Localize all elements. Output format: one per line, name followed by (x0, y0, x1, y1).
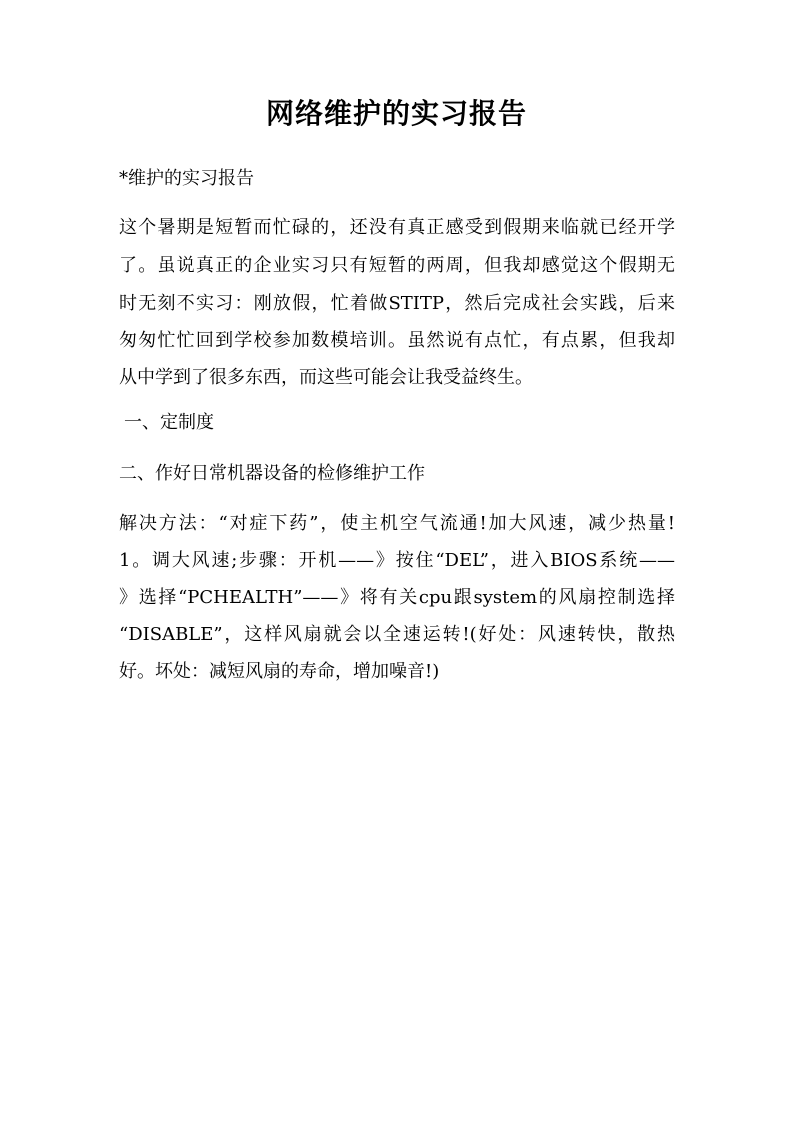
document-title: 网络维护的实习报告 (265, 97, 527, 130)
intro-line-4: 匆匆忙忙回到学校参加数模培训。虽然说有点忙，有点累，但我却 (119, 330, 675, 351)
intro-line-2: 了。虽说真正的企业实习只有短暂的两周，但我却感觉这个假期无 (119, 255, 675, 276)
method-line-2: 1。调大风速;步骤：开机——》按住“DEL”，进入BIOS系统—— (119, 550, 675, 571)
document-subtitle: *维护的实习报告 (119, 168, 254, 189)
method-line-5: 好。坏处：减短风扇的寿命，增加噪音!) (119, 661, 440, 682)
method-line-4: “DISABLE”，这样风扇就会以全速运转!(好处：风速转快，散热 (119, 624, 675, 645)
intro-line-1: 这个暑期是短暂而忙碌的，还没有真正感受到假期来临就已经开学 (119, 217, 675, 238)
method-line-3: 》选择“PCHEALTH”——》将有关cpu跟system的风扇控制选择 (119, 587, 675, 608)
intro-line-3: 时无刻不实习：刚放假，忙着做STITP，然后完成社会实践，后来 (119, 293, 675, 314)
intro-line-5: 从中学到了很多东西，而这些可能会让我受益终生。 (119, 367, 533, 388)
section-2-heading: 二、作好日常机器设备的检修维护工作 (119, 463, 425, 484)
method-line-1: 解决方法：“对症下药”，使主机空气流通!加大风速，减少热量! (119, 513, 675, 534)
section-1-heading: 一、定制度 (124, 412, 214, 433)
